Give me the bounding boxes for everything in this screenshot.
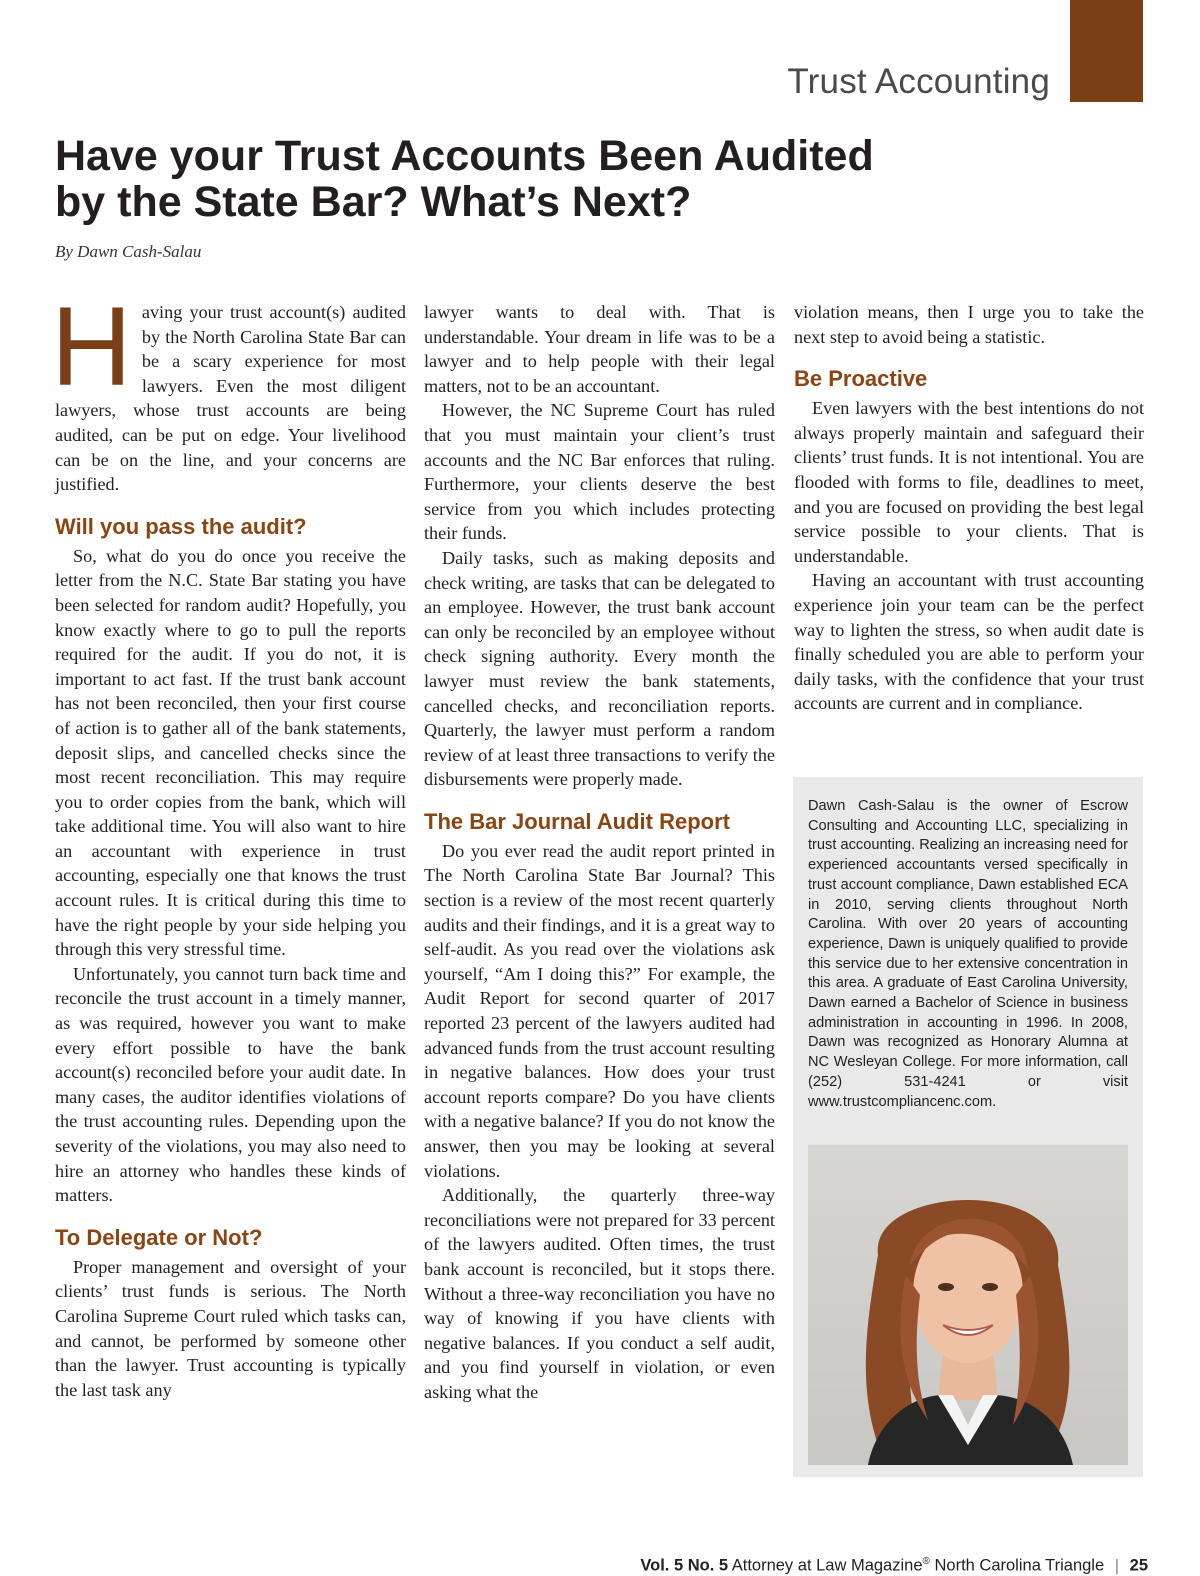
page-number: 25 — [1129, 1556, 1148, 1575]
heading-pass-audit: Will you pass the audit? — [55, 513, 307, 539]
body-paragraph: Unfortunately, you cannot turn back time and reconcile the trust account in a timely manner, as was required, however you want to make every effort possible to have the bank account(s) reconciled before your audit date. In many cases, the auditor identifies violations of the trust accounting rules. Depending upon the severity of the violations, you may also need to hire an attorney who handles these kinds of matters. — [55, 963, 406, 1206]
body-paragraph-continued: violation means, then I urge you to take the next step to avoid being a statistic. — [794, 302, 1144, 347]
body-paragraph: Daily tasks, such as making deposits and check writing, are tasks that can be delegated to an employee. However, the trust bank account can only be reconciled by an employee without check signing authority. Every month the lawyer must review the bank statements, cancelled checks, and reconciliation reports. Quarterly, the lawyer must perform a random review of at least three transactions to verify the disbursements were properly made. — [424, 547, 775, 790]
footer-volume: Vol. 5 No. 5 — [640, 1556, 729, 1575]
headline-line-2: by the State Bar? What’s Next? — [55, 178, 692, 226]
footer-edition: North Carolina Triangle — [934, 1556, 1105, 1575]
intro-text: aving your trust account(s) audited by the North Carolina State Bar can be a scary experience for most lawyers. Even the most diligent lawyers, whose trust accounts are being audited, can be put on edge. Your livelihood can be on the line, and your concerns are justified. — [55, 302, 406, 495]
section-label: Trust Accounting — [787, 62, 1050, 101]
column-1 — [51, 284, 406, 1402]
author-portrait-image — [808, 1145, 1128, 1465]
body-paragraph: Even lawyers with the best intentions do not always properly maintain and safeguard their clients’ trust funds. It is not intentional. You are flooded with forms to file, deadlines to meet, and you are focused on providing the best legal service possible to your clients. That is understandable. — [794, 398, 1144, 566]
author-bio-box — [793, 777, 1143, 1477]
footer-magazine: Attorney at Law Magazine — [731, 1556, 923, 1575]
body-paragraph: So, what do you do once you receive the letter from the N.C. State Bar stating you have been selected for random audit? Hopefully, you know exactly where to go to pull the reports required for the audit. If you do not, it is important to act fast. If the trust bank account has not been reconciled, then your first course of action is to gather all of the bank statements, deposit slips, and cancelled checks since the most recent reconciliation. This may require you to order copies from the bank, which will take additional time. You will also want to hire an accountant with experience in trust accounting, especially one that knows the trust account rules. It is critical during this time to have the right people by your side helping you through this very stressful time. — [55, 545, 406, 960]
heading-bar-journal: The Bar Journal Audit Report — [424, 808, 730, 834]
heading-delegate: To Delegate or Not? — [55, 1224, 263, 1250]
page-footer — [640, 1556, 1148, 1576]
footer-separator: | — [1114, 1556, 1120, 1575]
column-3 — [794, 300, 1144, 716]
author-bio-text: Dawn Cash-Salau is the owner of Escrow Consulting and Accounting LLC, specializing in trust accounting. Realizing an increasing need for experienced accountants versed specifically in trust account compliance, Dawn established ECA in 2010, serving clients throughout North Carolina. With over 20 years of accounting experience, Dawn is uniquely qualified to provide this service due to her extensive concentration in this area. A graduate of East Carolina University, Dawn earned a Bachelor of Science in business administration in accounting in 1996. In 2008, Dawn was recognized as Honorary Alumna at NC Wesleyan College. For more information, call (252) 531-4241 or visit www.trustcompliancenc.com. — [808, 798, 1128, 1110]
body-paragraph: Do you ever read the audit report printed in The North Carolina State Bar Journal? This section is a review of the most recent quarterly audits and their findings, and it is a great way to self-audit. As you read over the violations ask yourself, “Am I doing this?” For example, the Audit Report for second quarter of 2017 reported 23 percent of the lawyers audited had advanced funds from the trust account resulting in negative balances. How does your trust account reports compare? Do you have clients with a negative balance? If you do not know the answer, then you may be looking at several violations. — [424, 840, 775, 1181]
byline: By Dawn Cash-Salau — [55, 242, 202, 261]
body-paragraph: However, the NC Supreme Court has ruled that you must maintain your client’s trust accounts and the NC Bar enforces that ruling. Furthermore, your clients deserve the best service from you which includes protecting their funds. — [424, 400, 775, 544]
body-paragraph: Additionally, the quarterly three-way reconciliations were not prepared for 33 percent of the lawyers audited. Often times, the trust bank account is reconciled, but it stops there. Without a three-way reconciliation you have no way of knowing if you have clients with negative balances. If you conduct a self audit, and you find yourself in violation, or even asking what the — [424, 1185, 775, 1402]
intro-paragraph — [51, 284, 406, 497]
body-paragraph: Proper management and oversight of your clients’ trust funds is serious. The North Carolina Supreme Court ruled which tasks can, and cannot, be performed by someone other than the lawyer. Trust accounting is typically the last task any — [55, 1256, 406, 1400]
headline-line-1: Have your Trust Accounts Been Audited — [55, 132, 874, 180]
drop-cap: H — [51, 284, 132, 409]
body-paragraph-continued: lawyer wants to deal with. That is understandable. Your dream in life was to be a lawyer and to help people with their legal matters, not to be an accountant. — [424, 302, 775, 396]
column-2 — [424, 300, 775, 1405]
article-headline — [55, 133, 995, 225]
footer-registered-mark: ® — [922, 1556, 930, 1567]
heading-be-proactive: Be Proactive — [794, 366, 928, 392]
body-paragraph: Having an accountant with trust accounting experience join your team can be the perfect way to lighten the stress, so when audit date is finally scheduled you are able to perform your daily tasks, with the confidence that your trust accounts are current and in compliance. — [794, 570, 1144, 714]
author-photo — [808, 1145, 1128, 1465]
section-color-tab — [1070, 0, 1143, 102]
